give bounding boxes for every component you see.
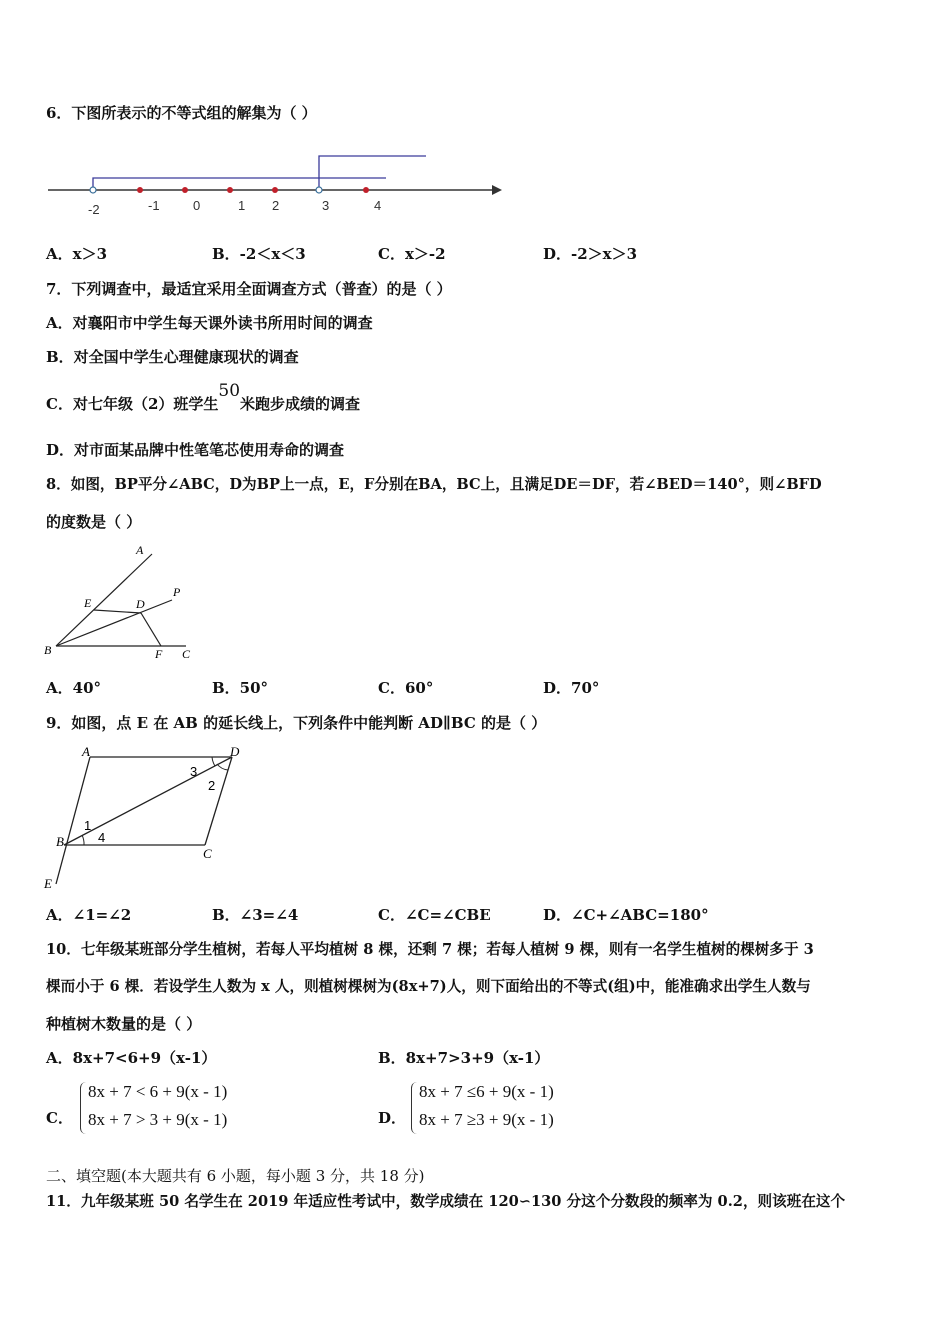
brace-d xyxy=(411,1082,418,1134)
q10-option-c-label: C． xyxy=(46,1109,73,1127)
q7-stem: 7．下列调查中，最适宜采用全面调查方式（普查）的是（ ） xyxy=(46,280,452,298)
section2-title: 二、填空题(本大题共有 6 小题，每小题 3 分，共 18 分) xyxy=(46,1167,425,1185)
label-D: D xyxy=(230,744,240,759)
q10-option-c-line1: 8x + 7 < 6 + 9(x - 1) xyxy=(88,1082,228,1101)
label-C: C xyxy=(182,647,191,661)
point-neg1 xyxy=(137,187,143,193)
q6-option-c[interactable]: C．x＞-2 xyxy=(378,245,446,263)
angle-arc-2 xyxy=(217,764,228,770)
q10-option-a[interactable]: A．8x+7<6+9（x-1） xyxy=(46,1049,217,1067)
angle-arc-4 xyxy=(82,835,84,845)
q6-option-d[interactable]: D．-2＞x＞3 xyxy=(543,245,638,263)
label-B: B xyxy=(44,643,52,657)
tick-label: 2 xyxy=(272,198,280,213)
q6-stem: 6．下图所表示的不等式组的解集为（ ） xyxy=(46,104,317,122)
q10-option-c-line2: 8x + 7 > 3 + 9(x - 1) xyxy=(88,1110,228,1129)
tick-label: 1 xyxy=(238,198,246,213)
q9-option-d[interactable]: D．∠C+∠ABC=180° xyxy=(543,906,709,924)
q9-parallelogram-figure xyxy=(40,742,250,892)
q7-option-c[interactable] xyxy=(46,381,361,414)
angle-label-3: 3 xyxy=(190,764,198,779)
q10-stem-line2: 棵而小于 6 棵．若设学生人数为 x 人，则植树棵树为(8x+7)人，则下面给出的不等式(组)中，能准确求出学生人数与 xyxy=(46,978,811,995)
q9-stem: 9．如图，点 E 在 AB 的延长线上，下列条件中能判断 AD∥BC 的是（ ） xyxy=(46,714,547,732)
angle-label-4: 4 xyxy=(98,830,106,845)
axis-arrow xyxy=(492,185,502,195)
segment-DF xyxy=(141,613,161,646)
label-A: A xyxy=(82,744,90,759)
q11-stem: 11．九年级某班 50 名学生在 2019 年适应性考试中，数学成绩在 120∽130 分这个分数段的频率为 0.2，则该班在这个 xyxy=(46,1193,846,1210)
q9-option-b[interactable]: B．∠3=∠4 xyxy=(212,906,299,924)
brace-c xyxy=(80,1082,87,1134)
q10-option-d-line2: 8x + 7 ≥3 + 9(x - 1) xyxy=(419,1110,554,1129)
tick-label: 0 xyxy=(193,198,201,213)
angle-label-2: 2 xyxy=(208,778,216,793)
point-1 xyxy=(227,187,233,193)
angle-arc-3 xyxy=(212,757,215,766)
q9-option-a[interactable]: A．∠1=∠2 xyxy=(46,906,132,924)
q8-stem-line2: 的度数是（ ） xyxy=(46,513,142,531)
q10-stem-line1: 10．七年级某班部分学生植树，若每人平均植树 8 棵，还剩 7 棵；若每人植树 9 棵，则有一名学生植树的棵树多于 3 xyxy=(46,941,814,958)
q8-option-c[interactable]: C．60° xyxy=(378,679,434,697)
open-point-3 xyxy=(316,187,322,193)
q7-option-c-post: 米跑步成绩的调查 xyxy=(240,395,361,413)
q6-number-line-figure xyxy=(44,148,514,223)
q8-option-a[interactable]: A．40° xyxy=(46,679,102,697)
tick-label: 4 xyxy=(374,198,382,213)
q7-option-c-pre: C．对七年级（2）班学生 xyxy=(46,395,219,413)
label-E: E xyxy=(44,876,52,891)
point-0 xyxy=(182,187,188,193)
tick-label: -1 xyxy=(148,198,160,213)
label-A: A xyxy=(136,543,144,557)
q10-stem-line3: 种植树木数量的是（ ） xyxy=(46,1015,202,1033)
q7-option-a[interactable]: A．对襄阳市中学生每天课外读书所用时间的调查 xyxy=(46,314,373,332)
q8-geometry-figure xyxy=(40,540,200,665)
segment-ED xyxy=(94,610,141,613)
label-E: E xyxy=(84,596,92,610)
q8-stem-line1: 8．如图，BP平分∠ABC，D为BP上一点，E，F分别在BA，BC上，且满足DE＝DF，若∠BED＝140°，则∠BFD xyxy=(46,476,822,493)
q10-option-d-line1: 8x + 7 ≤6 + 9(x - 1) xyxy=(419,1082,554,1101)
q10-option-b[interactable]: B．8x+7>3+9（x-1） xyxy=(378,1049,550,1067)
label-F: F xyxy=(155,647,163,661)
label-C: C xyxy=(203,846,212,861)
tick-label: -2 xyxy=(88,202,100,217)
q6-option-b[interactable]: B．-2＜x＜3 xyxy=(212,245,306,263)
label-B: B xyxy=(56,834,64,849)
angle-label-1: 1 xyxy=(84,818,92,833)
tick-label: 3 xyxy=(322,198,330,213)
point-4 xyxy=(363,187,369,193)
label-D: D xyxy=(136,597,145,611)
q10-option-d-label: D． xyxy=(378,1109,407,1127)
q8-option-b[interactable]: B．50° xyxy=(212,679,269,697)
q6-option-a[interactable]: A．x＞3 xyxy=(46,245,108,263)
solution-bracket-left xyxy=(93,178,386,190)
q9-option-c[interactable]: C．∠C=∠CBE xyxy=(378,906,491,924)
q7-option-c-num: 50 xyxy=(218,381,241,401)
point-2 xyxy=(272,187,278,193)
q7-option-b[interactable]: B．对全国中学生心理健康现状的调查 xyxy=(46,348,299,366)
q8-option-d[interactable]: D．70° xyxy=(543,679,600,697)
ray-BP xyxy=(56,600,172,646)
q7-option-d[interactable]: D．对市面某品牌中性笔笔芯使用寿命的调查 xyxy=(46,441,345,459)
label-P: P xyxy=(173,585,181,599)
solution-bracket-right xyxy=(319,156,426,190)
open-point-neg2 xyxy=(90,187,96,193)
